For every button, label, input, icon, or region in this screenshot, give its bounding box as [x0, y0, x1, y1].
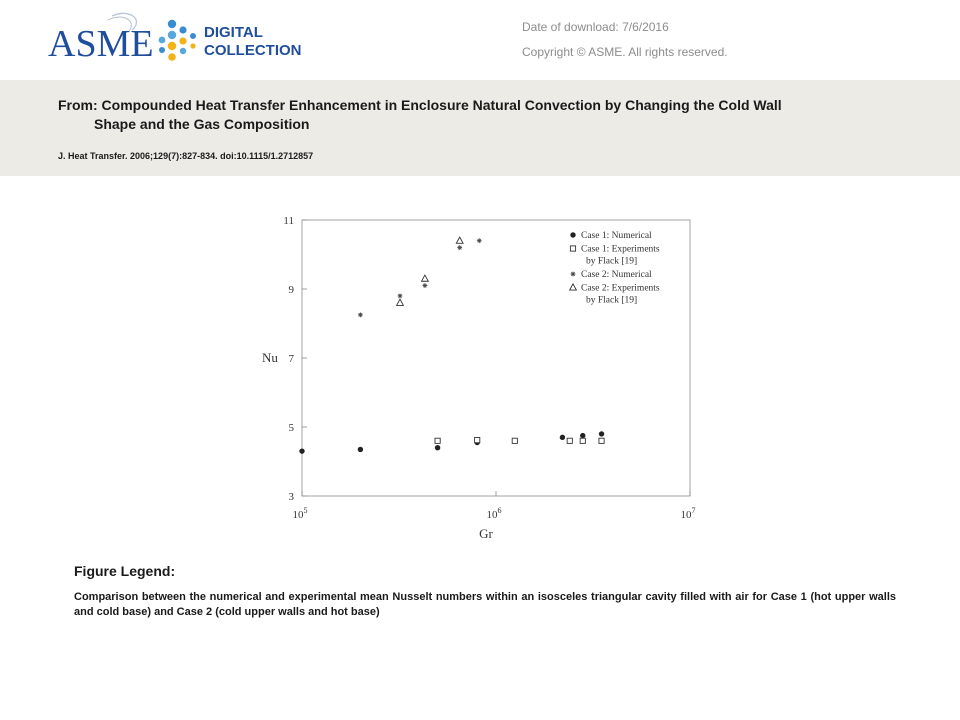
series-1-point	[435, 445, 440, 450]
copyright-notice: Copyright © ASME. All rights reserved.	[522, 45, 728, 59]
series-3-point	[358, 312, 363, 317]
y-tick-label: 7	[288, 353, 294, 365]
x-tick-label: $10^5$	[292, 506, 308, 521]
series-3-point	[477, 238, 482, 243]
legend-entry-text: Case 1: Numerical	[581, 231, 652, 241]
series-2-point	[475, 438, 480, 443]
legend-marker-series-3	[571, 272, 576, 277]
x-tick-label: $10^6$	[486, 506, 502, 521]
legend-entry-text: Case 2: Experiments	[581, 283, 660, 294]
x-axis-title: Gr	[479, 526, 493, 541]
logo-dots-icon	[159, 20, 196, 61]
series-1-point	[580, 433, 585, 438]
series-1-point	[599, 431, 604, 436]
logo-collection-text: COLLECTION	[204, 42, 302, 59]
article-title-line1: From: Compounded Heat Transfer Enhancement in Enclosure Natural Convection by Changing the Cold Wall	[58, 97, 782, 113]
series-3-point	[422, 283, 427, 288]
series-3-point	[398, 294, 403, 299]
series-3-point	[457, 245, 462, 250]
article-citation: J. Heat Transfer. 2006;129(7):827-834. doi:10.1115/1.2712857	[58, 151, 314, 161]
series-2-point	[435, 438, 440, 443]
download-date: Date of download: 7/6/2016	[522, 20, 669, 34]
y-tick-label: 3	[288, 491, 294, 503]
series-1-point	[299, 448, 304, 453]
y-axis-title: Nu	[262, 350, 278, 365]
legend-entry-text: by Flack [19]	[586, 256, 638, 267]
series-2-point	[580, 438, 585, 443]
series-1-point	[560, 435, 565, 440]
series-1-point	[358, 447, 363, 452]
legend-entry-text: Case 1: Experiments	[581, 244, 660, 255]
article-title-line2: Shape and the Gas Composition	[94, 116, 310, 132]
y-tick-label: 9	[288, 284, 294, 296]
y-tick-label: 11	[283, 215, 294, 227]
legend-entry-text: Case 2: Numerical	[581, 270, 652, 280]
series-4-point	[421, 275, 428, 281]
asme-logo	[48, 10, 328, 66]
logo-asme-text: ASME	[48, 23, 154, 65]
nusselt-scatter-chart	[250, 200, 710, 545]
y-tick-label: 5	[288, 422, 294, 434]
article-title	[58, 96, 908, 134]
legend-marker-series-2	[570, 246, 575, 251]
figure-legend-heading: Figure Legend:	[74, 563, 176, 579]
legend-marker-series-1	[570, 232, 575, 237]
figure-legend-text: Comparison between the numerical and experimental mean Nusselt numbers within an isosceles triangular cavity filled with air for Case 1 (hot upper walls and cold base) and Case 2 (cold upper walls and hot base)	[74, 591, 896, 618]
x-tick-label: $10^7$	[680, 506, 696, 521]
series-2-point	[567, 438, 572, 443]
series-2-point	[512, 438, 517, 443]
series-2-point	[599, 438, 604, 443]
series-4-point	[397, 299, 404, 305]
legend-entry-text: by Flack [19]	[586, 295, 638, 306]
logo-digital-text: DIGITAL	[204, 24, 263, 41]
legend-marker-series-4	[570, 284, 577, 290]
series-4-point	[456, 237, 463, 243]
